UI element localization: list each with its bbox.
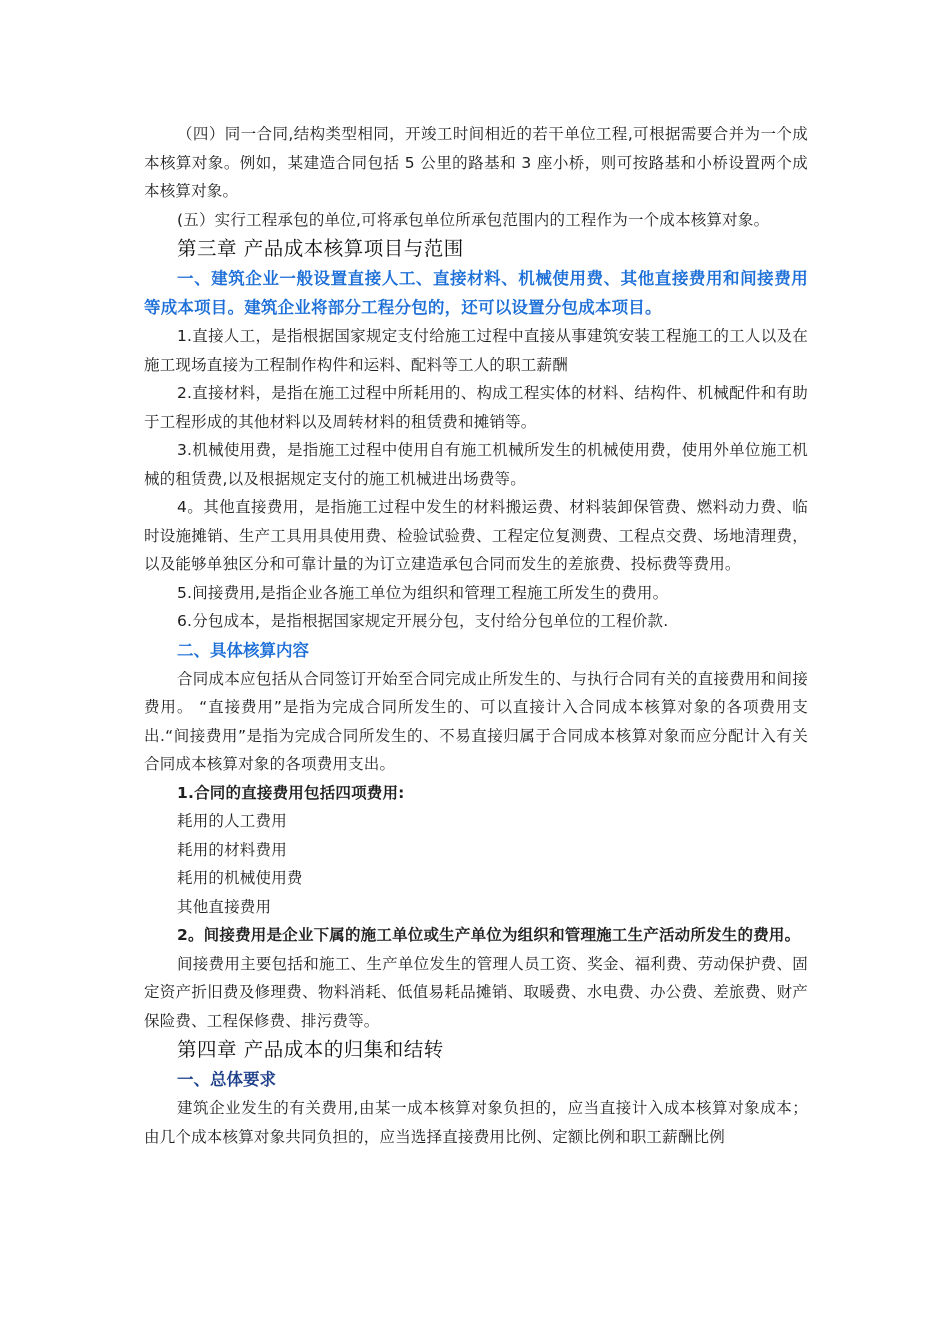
direct-cost-labor: 耗用的人工费用 (177, 812, 287, 830)
direct-costs-heading: 1.合同的直接费用包括四项费用: (177, 783, 405, 802)
direct-cost-materials: 耗用的材料费用 (177, 840, 287, 859)
chapter-3-title: 第三章 产品成本核算项目与范围 (177, 237, 464, 260)
cost-item-other-direct: 4。其他直接费用，是指施工过程中发生的材料搬运费、材料装卸保管费、燃料动力费、临时设施摊销、生产工具用具使用费、检验试验费、工程定位复测费、工程点交费、场地清理费，以及能够单独区分和可靠计量的为订立建造承包合同而发生的差旅费、投标费等费用。 (144, 498, 808, 573)
chapter-4-section-1-heading: 一、总体要求 (177, 1070, 276, 1089)
chapter-4-title: 第四章 产品成本的归集和结转 (177, 1038, 444, 1061)
paragraph-item-4: （四）同一合同,结构类型相同，开竣工时间相近的若干单位工程,可根据需要合并为一个成本核算对象。例如，某建造合同包括 5 公里的路基和 3 座小桥，则可按路基和小桥设置两个成本核算对象。 (144, 125, 808, 200)
chapter-3-section-1-heading: 一、建筑企业一般设置直接人工、直接材料、机械使用费、其他直接费用和间接费用等成本项目。建筑企业将部分工程分包的，还可以设置分包成本项目。 (144, 269, 808, 317)
indirect-costs-body: 间接费用主要包括和施工、生产单位发生的管理人员工资、奖金、福利费、劳动保护费、固定资产折旧费及修理费、物料消耗、低值易耗品摊销、取暖费、水电费、办公费、差旅费、财产保险费、工程保修费、排污费等。 (144, 954, 808, 1030)
direct-cost-machinery: 耗用的机械使用费 (177, 869, 303, 887)
direct-cost-other: 其他直接费用 (177, 897, 272, 916)
cost-item-indirect: 5.间接费用,是指企业各施工单位为组织和管理工程施工所发生的费用。 (177, 583, 669, 602)
chapter-3-section-2-heading: 二、具体核算内容 (177, 640, 309, 660)
indirect-costs-heading: 2。间接费用是企业下属的施工单位或生产单位为组织和管理施工生产活动所发生的费用。 (177, 926, 801, 944)
cost-item-direct-labor: 1.直接人工，是指根据国家规定支付给施工过程中直接从事建筑安装工程施工的工人以及在施工现场直接为工程制作构件和运料、配料等工人的职工薪酬 (144, 327, 808, 374)
document-body (144, 120, 808, 1151)
cost-item-direct-materials: 2.直接材料，是指在施工过程中所耗用的、构成工程实体的材料、结构件、机械配件和有助于工程形成的其他材料以及周转材料的租赁费和摊销等。 (144, 384, 808, 431)
chapter-3-section-2-body: 合同成本应包括从合同签订开始至合同完成止所发生的、与执行合同有关的直接费用和间接费用。 “直接费用”是指为完成合同所发生的、可以直接计入合同成本核算对象的各项费用支出.“间接费用”是指为完成合同所发生的、不易直接归属于合同成本核算对象而应分配计入有关合同成本核算对象的各项费用支出。 (144, 669, 808, 773)
cost-item-machinery: 3.机械使用费，是指施工过程中使用自有施工机械所发生的机械使用费，使用外单位施工机械的租赁费,以及根据规定支付的施工机械进出场费等。 (144, 441, 808, 488)
cost-item-subcontract: 6.分包成本，是指根据国家规定开展分包，支付给分包单位的工程价款. (177, 612, 669, 630)
chapter-4-section-1-body: 建筑企业发生的有关费用,由某一成本核算对象负担的，应当直接计入成本核算对象成本；由几个成本核算对象共同负担的，应当选择直接费用比例、定额比例和职工薪酬比例 (144, 1099, 808, 1146)
paragraph-item-5: (五）实行工程承包的单位,可将承包单位所承包范围内的工程作为一个成本核算对象。 (177, 210, 770, 229)
